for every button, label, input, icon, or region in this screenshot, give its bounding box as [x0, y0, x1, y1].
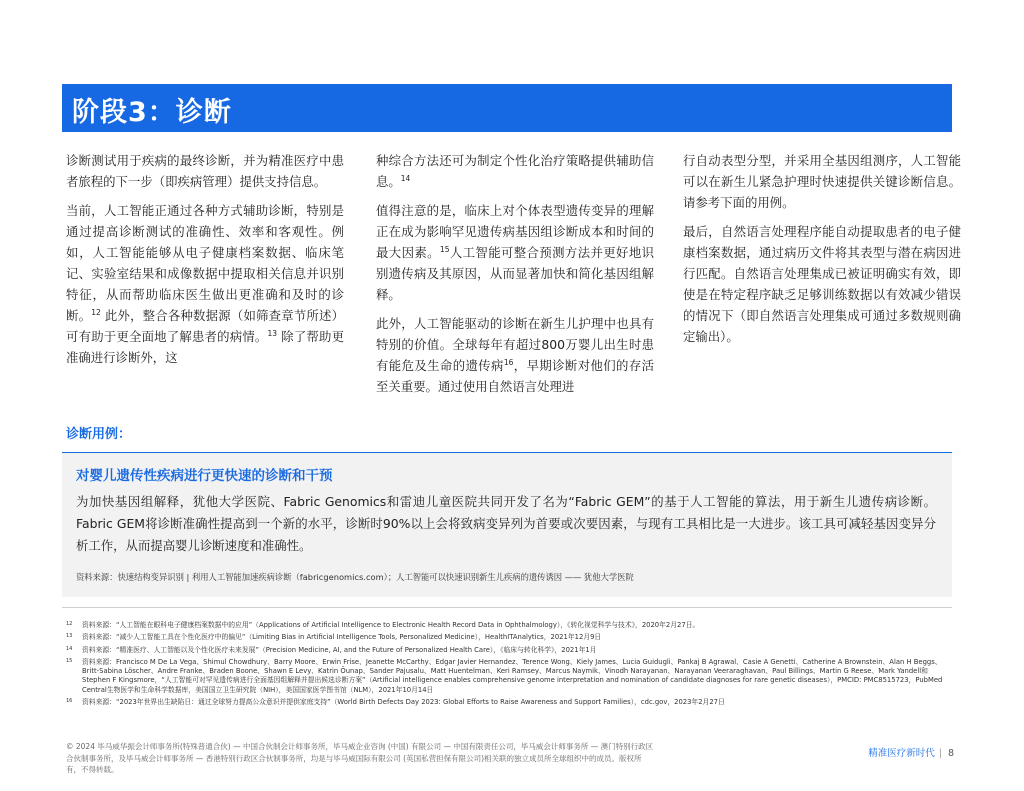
- page-footer: [868, 745, 954, 759]
- footnote-text: 资料来源：“精准医疗、人工智能以及个性化医疗未来发展”（Precision Medicine, AI, and the Future of Personalized Health Care），《临床与转化科学》，2021年1月: [82, 645, 597, 654]
- footnote-ref[interactable]: 16: [503, 357, 514, 367]
- footnote-ref[interactable]: 15: [439, 244, 450, 254]
- section-title-bar: [62, 84, 952, 132]
- footnote-text: 资料来源：Francisco M De La Vega、Shimul Chowdhury、Barry Moore、Erwin Frise、Jeanette McCarthy、Edgar Javier Hernandez、Terence Wong、Kiely James、Lucia Guidugli、Pankaj B Agrawal、Casie A Genetti、Catherine A Brownstein、Alan H Beggs、Britt-Sabina Löscher、Andre Franke、Braden Boone、Shawn E Levy、Katrin Õunap、Sander Pajusalu、Matt Huentelman、Keri Ramsey、Marcus Naymik、Vinodh Narayanan、Narayanan Veeraraghavan、Paul Billings、Martin G Reese、Mark Yandell和Stephen F Kingsmore，“人工智能可对罕见遗传病进行全面基因组解释并提出候选诊断方案”（Artificial intelligence enables comprehensive genome interpretation and nomination of candidate diagnoses for rare genetic diseases），PMCID: PMC8515723，PubMed Central生物医学和生命科学数据库，美国国立卫生研究院（NIH），美国国家医学图书馆（NLM），2021年10月14日: [82, 657, 943, 694]
- text-column-1: [66, 150, 344, 376]
- footnote-number: 12: [66, 621, 73, 627]
- footnote-number: 13: [66, 633, 73, 640]
- text-column-3: [683, 150, 961, 355]
- footnote-ref[interactable]: 13: [267, 328, 278, 338]
- footnote-ref[interactable]: 14: [400, 173, 411, 183]
- use-case-source: 资料来源：快速结构变异识别 | 利用人工智能加速疾病诊断（fabricgenomics.com）；人工智能可以快速识别新生儿疾病的遗传诱因 —— 犹他大学医院: [76, 572, 634, 582]
- footnotes: [66, 621, 950, 710]
- text-column-2: [376, 150, 654, 405]
- footer-separator: |: [938, 748, 942, 759]
- footnote: [66, 621, 950, 630]
- use-case-title: 对婴儿遗传性疾病进行更快速的诊断和干预: [76, 468, 333, 484]
- footnote-number: 16: [66, 698, 73, 705]
- footnote: [66, 698, 950, 707]
- page-number: 8: [947, 748, 954, 759]
- footnote: [66, 646, 950, 655]
- paragraph: 当前，人工智能正通过各种方式辅助诊断，特别是通过提高诊断测试的准确性、效率和客观性。例如，人工智能能够从电子健康档案数据、临床笔记、实验室结果和成像数据中提取相关信息并识别特征，从而帮助临床医生做出更准确和及时的诊断。$^{12}$ 此外，整合各种数据源（如筛查章节所述）可有助于更全面地了解患者的病情。$^{13}$ 除了帮助更准确进行诊断外，这: [66, 203, 344, 365]
- use-case-heading: 诊断用例：: [66, 427, 132, 442]
- paragraph: 行自动表型分型，并采用全基因组测序，人工智能可以在新生儿紧急护理时快速提供关键诊断信息。请参考下面的用例。: [683, 153, 961, 210]
- page-title: 阶段3：诊断: [72, 97, 232, 128]
- footnote-text: 资料来源：“人工智能在眼科电子健康档案数据中的应用”（Applications of Artificial Intelligence to Electronic Health Record Data in Ophthalmology），《转化视觉科学与技术》，2020年2月27日。: [82, 621, 700, 629]
- paragraph: 值得注意的是，临床上对个体表型遗传变异的理解正在成为影响罕见遗传病基因组诊断成本和时间的最大因素。$^{15}$人工智能可整合预测方法并更好地识别遗传病及其原因，从而显著加快和简化基因组解释。: [376, 203, 655, 302]
- footnote-text: 资料来源：“2023年世界出生缺陷日：通过全球努力提高公众意识并提供家庭支持”（World Birth Defects Day 2023: Global Efforts to Raise Awareness and Support Families），cdc.gov，2023年2月27日: [82, 698, 725, 707]
- paragraph: 诊断测试用于疾病的最终诊断，并为精准医疗中患者旅程的下一步（即疾病管理）提供支持信息。: [66, 153, 344, 189]
- footnote-number: 15: [66, 657, 73, 664]
- use-case-box: [62, 452, 952, 597]
- footnote: [66, 658, 950, 695]
- paragraph: 种综合方法还可为制定个性化治疗策略提供辅助信息。$^{14}$: [376, 153, 654, 189]
- footnote-ref[interactable]: 12: [91, 307, 101, 317]
- footnote-text: 资料来源：“减少人工智能工具在个性化医疗中的偏见”（Limiting Bias in Artificial Intelligence Tools, Personalized Medicine），HealthITAnalytics，2021年12月9日: [82, 633, 602, 642]
- footnote: [66, 633, 950, 642]
- footnote-divider: [62, 607, 952, 608]
- footer-label: 精准医疗新时代: [868, 748, 935, 759]
- footnote-number: 14: [66, 645, 73, 652]
- legal-notice: © 2024 毕马威华振会计师事务所(特殊普通合伙) — 中国合伙制会计师事务所，毕马威企业咨询 (中国) 有限公司 — 中国有限责任公司，毕马威会计师事务所 — 澳门特别行政区合伙制事务所，及毕马威会计师事务所 — 香港特别行政区合伙制事务所，均是与毕马威国际有限公司 (英国私营担保有限公司)相关联的独立成员所全球组织中的成员。版权所有，不得转载。: [66, 742, 654, 774]
- paragraph: 最后，自然语言处理程序能自动提取患者的电子健康档案数据，通过病历文件将其表型与潜在病因进行匹配。自然语言处理集成已被证明确实有效，即使是在特定程序缺乏足够训练数据以有效减少错误的情况下（即自然语言处理集成可通过多数规则确定输出）。: [683, 224, 961, 344]
- use-case-body: 为加快基因组解释，犹他大学医院、Fabric Genomics和雷迪儿童医院共同开发了名为“Fabric GEM”的基于人工智能的算法，用于新生儿遗传病诊断。Fabric GEM将诊断准确性提高到一个新的水平，诊断时90%以上会将致病变异列为首要或次要因素，与现有工具相比是一大进步。该工具可减轻基因变异分析工作，从而提高婴儿诊断速度和准确性。: [76, 494, 936, 553]
- paragraph: 此外，人工智能驱动的诊断在新生儿护理中也具有特别的价值。全球每年有超过800万婴儿出生时患有能危及生命的遗传病$^{16}$，早期诊断对他们的存活至关重要。通过使用自然语言处理进: [376, 316, 655, 394]
